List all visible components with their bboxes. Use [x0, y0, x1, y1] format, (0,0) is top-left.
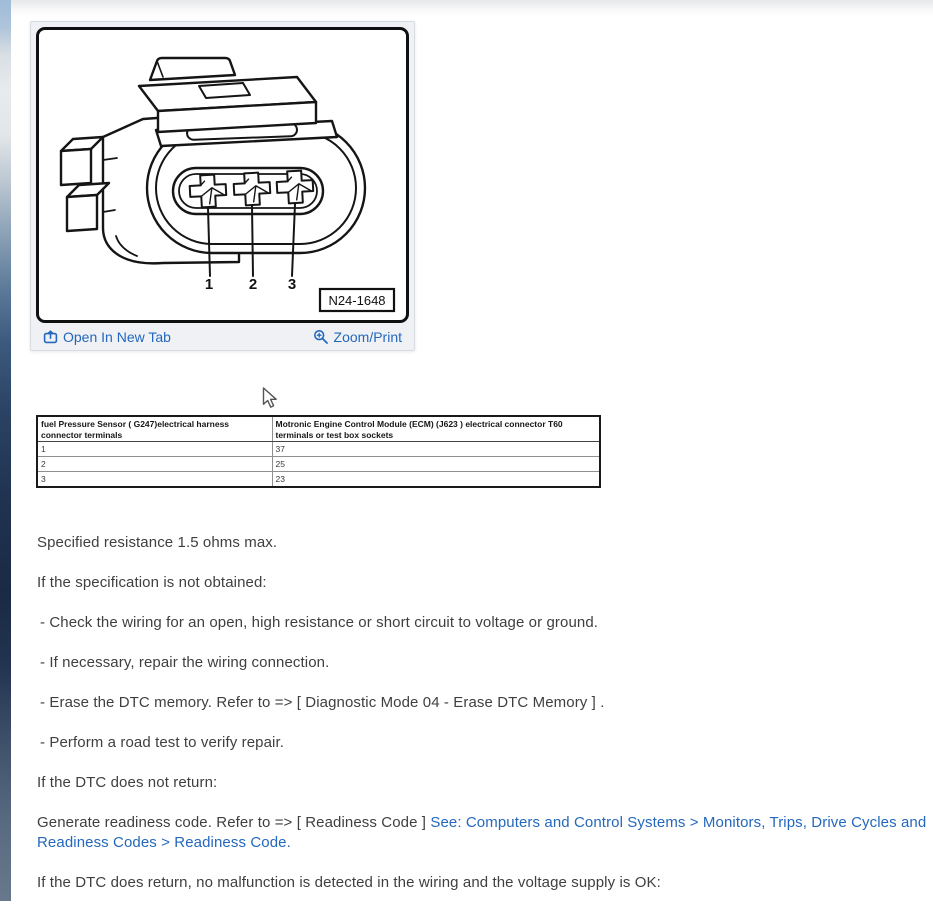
zoom-print-label: Zoom/Print [333, 328, 402, 345]
body-paragraph: If the DTC does return, no malfunction is detected in the wiring and the voltage supply is OK: [37, 874, 661, 891]
body-text: Generate readiness code. Refer to => [ Readiness Code ] [37, 814, 431, 831]
body-paragraph: - Erase the DTC memory. Refer to => [ Diagnostic Mode 04 - Erase DTC Memory ] . [40, 694, 605, 711]
body-paragraph: Specified resistance 1.5 ohms max. [37, 534, 278, 551]
table-cell: 25 [272, 457, 600, 472]
pin-label-3: 3 [287, 276, 297, 293]
zoom-print-link[interactable] [313, 329, 402, 345]
table-header-ecm-terminals: Motronic Engine Control Module (ECM) (J623 ) electrical connector T60 terminals or test box sockets [272, 416, 600, 442]
readiness-code-link[interactable]: See: Computers and Control Systems > Monitors, Trips, Drive Cycles and Readiness Codes > Readiness Code. [37, 814, 927, 851]
table-header-row [37, 416, 600, 442]
mouse-cursor [262, 387, 278, 414]
table-header-sensor-terminals: fuel Pressure Sensor ( G247)electrical harness connector terminals [37, 416, 272, 442]
body-paragraph: - If necessary, repair the wiring connection. [40, 654, 330, 671]
body-paragraph: - Check the wiring for an open, high resistance or short circuit to voltage or ground. [40, 614, 599, 631]
pin-label-2: 2 [248, 276, 258, 293]
top-gradient-strip [11, 0, 933, 16]
body-paragraph: - Perform a road test to verify repair. [40, 734, 284, 751]
figure-caption-label: N24-1648 [328, 293, 386, 308]
body-paragraph [37, 813, 933, 853]
figure-toolbar [31, 323, 414, 350]
open-in-new-tab-link[interactable] [43, 329, 171, 345]
zoom-magnifier-icon [313, 329, 329, 345]
procedure-text [37, 533, 933, 913]
table-cell: 3 [37, 472, 272, 488]
table-row [37, 442, 600, 457]
body-paragraph: If the specification is not obtained: [37, 574, 267, 591]
table-row [37, 472, 600, 488]
connector-diagram-image [36, 27, 409, 323]
body-paragraph: If the DTC does not return: [37, 774, 218, 791]
connector-figure-widget [30, 21, 415, 351]
table-cell: 37 [272, 442, 600, 457]
table-cell: 2 [37, 457, 272, 472]
pin-label-1: 1 [204, 276, 214, 293]
background-photo-edge [0, 0, 11, 901]
open-in-new-tab-label: Open In New Tab [63, 328, 171, 345]
connector-line-drawing [39, 30, 406, 320]
table-cell: 1 [37, 442, 272, 457]
open-in-new-tab-icon [43, 329, 58, 344]
terminal-mapping-table [36, 415, 601, 488]
table-cell: 23 [272, 472, 600, 488]
table-row [37, 457, 600, 472]
